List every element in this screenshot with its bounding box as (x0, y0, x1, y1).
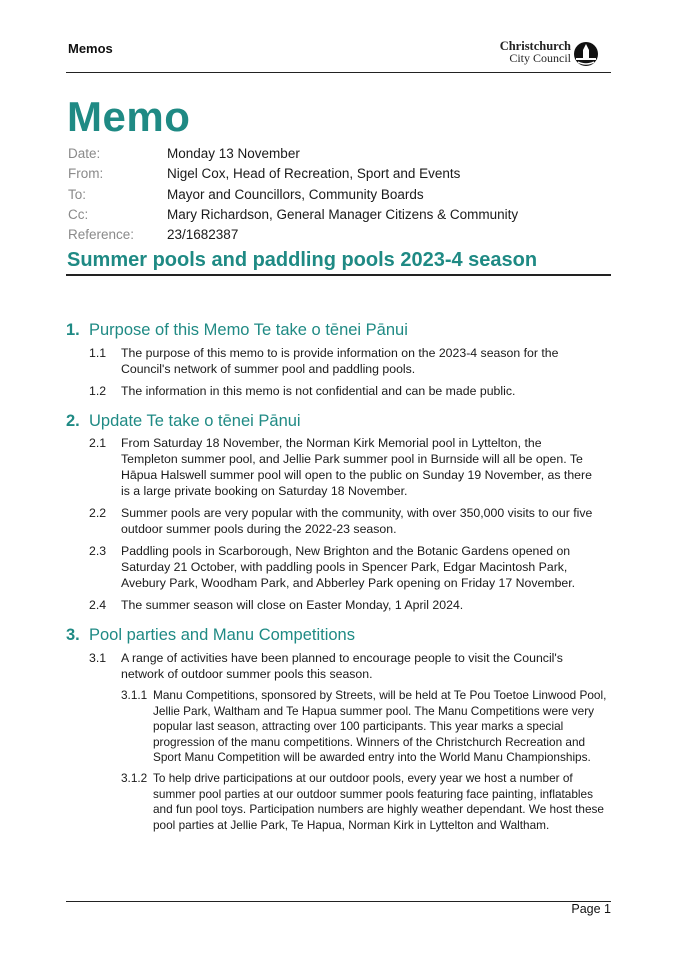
paragraph-number: 1.2 (89, 384, 107, 398)
paragraph-text: Summer pools are very popular with the community, with over 350,000 visits to our five outdoor summer pools during the 2022-23 season. (121, 506, 593, 536)
memo-subject: Summer pools and paddling pools 2023-4 season (67, 249, 538, 271)
paragraph-number: 2.4 (89, 598, 107, 612)
paragraph-text: The summer season will close on Easter Monday, 1 April 2024. (121, 598, 464, 612)
paragraph-2-1 (89, 435, 601, 499)
section-heading-1 (66, 321, 408, 340)
meta-key: Reference: (68, 227, 135, 243)
meta-key: To: (68, 186, 87, 202)
paragraph-1-1 (89, 345, 601, 377)
subparagraph-3-1-1 (121, 688, 613, 766)
section-title: Update Te take o tēnei Pānui (89, 412, 301, 430)
paragraph-text: A range of activities have been planned to encourage people to visit the Council's network of outdoor summer pools this season. (121, 651, 563, 681)
paragraph-1-2 (89, 383, 601, 399)
section-number: 3. (66, 626, 80, 644)
meta-row-cc (68, 207, 518, 227)
paragraph-number: 1.1 (89, 346, 107, 360)
section-title: Purpose of this Memo Te take o tēnei Pānui (89, 321, 408, 339)
section-heading-3 (66, 626, 355, 645)
paragraph-number: 2.3 (89, 544, 107, 558)
paragraph-text: The information in this memo is not confidential and can be made public. (121, 384, 516, 398)
subparagraph-text: To help drive participations at our outdoor pools, every year we host a number of summer pool parties at our outdoor summer pools featuring face painting, inflatables and fun pool toys. Participation numbers are highly weather dependant. We host these pool parties at Jellie Park, Te Hapua, Norman Kirk in Lyttelton and Waltham. (153, 771, 604, 832)
paragraph-2-3 (89, 543, 601, 591)
header-label: Memos (68, 41, 113, 56)
subparagraph-text: Manu Competitions, sponsored by Streets, will be held at Te Pou Toetoe Linwood Pool, Jellie Park, Waltham and Te Hapua summer pool. The Manu Competitions were very popular last season, attracting over 100 participants. This year marks a special progression of the manu competitions. Winners of the Christchurch Recreation and Sport Manu Competition will be awarded entry into the World Manu Championships. (153, 688, 607, 764)
paragraph-2-4 (89, 597, 601, 613)
meta-value: Nigel Cox, Head of Recreation, Sport and Events (167, 166, 461, 182)
section-heading-2 (66, 412, 301, 431)
meta-key: Date: (68, 146, 101, 161)
paragraph-text: The purpose of this memo to is provide information on the 2023-4 season for the Council's network of summer pool and paddling pools. (121, 346, 559, 376)
logo-line-2: City Council (509, 51, 571, 65)
meta-value: 23/1682387 (167, 227, 239, 243)
meta-value: Mary Richardson, General Manager Citizens & Community (167, 206, 519, 222)
paragraph-number: 2.1 (89, 436, 107, 450)
section-title: Pool parties and Manu Competitions (89, 626, 355, 644)
paragraph-text: Paddling pools in Scarborough, New Brighton and the Botanic Gardens opened on Saturday 21 October, with paddling pools in Spencer Park, Edgar Macintosh Park, Avebury Park, Woodham Park, and Abberley Park opening on Friday 17 November. (121, 544, 576, 590)
cathedral-icon (573, 41, 599, 67)
footer-rule (66, 901, 611, 902)
subparagraph-number: 3.1.2 (121, 771, 148, 785)
meta-row-to (68, 187, 518, 207)
section-number: 1. (66, 321, 80, 339)
memo-title: Memo (67, 93, 191, 140)
subject-rule (66, 274, 611, 276)
page-number: Page 1 (571, 902, 611, 916)
council-logo (497, 40, 601, 68)
meta-key: From: (68, 166, 104, 182)
logo-line-1: Christchurch (499, 39, 571, 53)
meta-value: Mayor and Councillors, Community Boards (167, 186, 424, 202)
subparagraph-number: 3.1.1 (121, 688, 148, 702)
meta-value: Monday 13 November (167, 146, 300, 161)
meta-row-reference (68, 227, 518, 247)
memo-metadata (68, 146, 518, 247)
paragraph-2-2 (89, 505, 601, 537)
paragraph-3-1 (89, 650, 601, 682)
section-number: 2. (66, 412, 80, 430)
meta-key: Cc: (68, 206, 89, 222)
meta-row-date (68, 146, 518, 166)
subparagraph-3-1-2 (121, 771, 613, 833)
header-rule (66, 72, 611, 73)
paragraph-text: From Saturday 18 November, the Norman Kirk Memorial pool in Lyttelton, the Templeton summer pool, and Jellie Park summer pool in Burnside will all be open. Te Hāpua Halswell summer pool will open to the public on Sunday 19 November, as there is a large private booking on Saturday 18 November. (121, 436, 592, 498)
paragraph-number: 3.1 (89, 651, 107, 665)
meta-row-from (68, 166, 518, 186)
paragraph-number: 2.2 (89, 506, 107, 520)
